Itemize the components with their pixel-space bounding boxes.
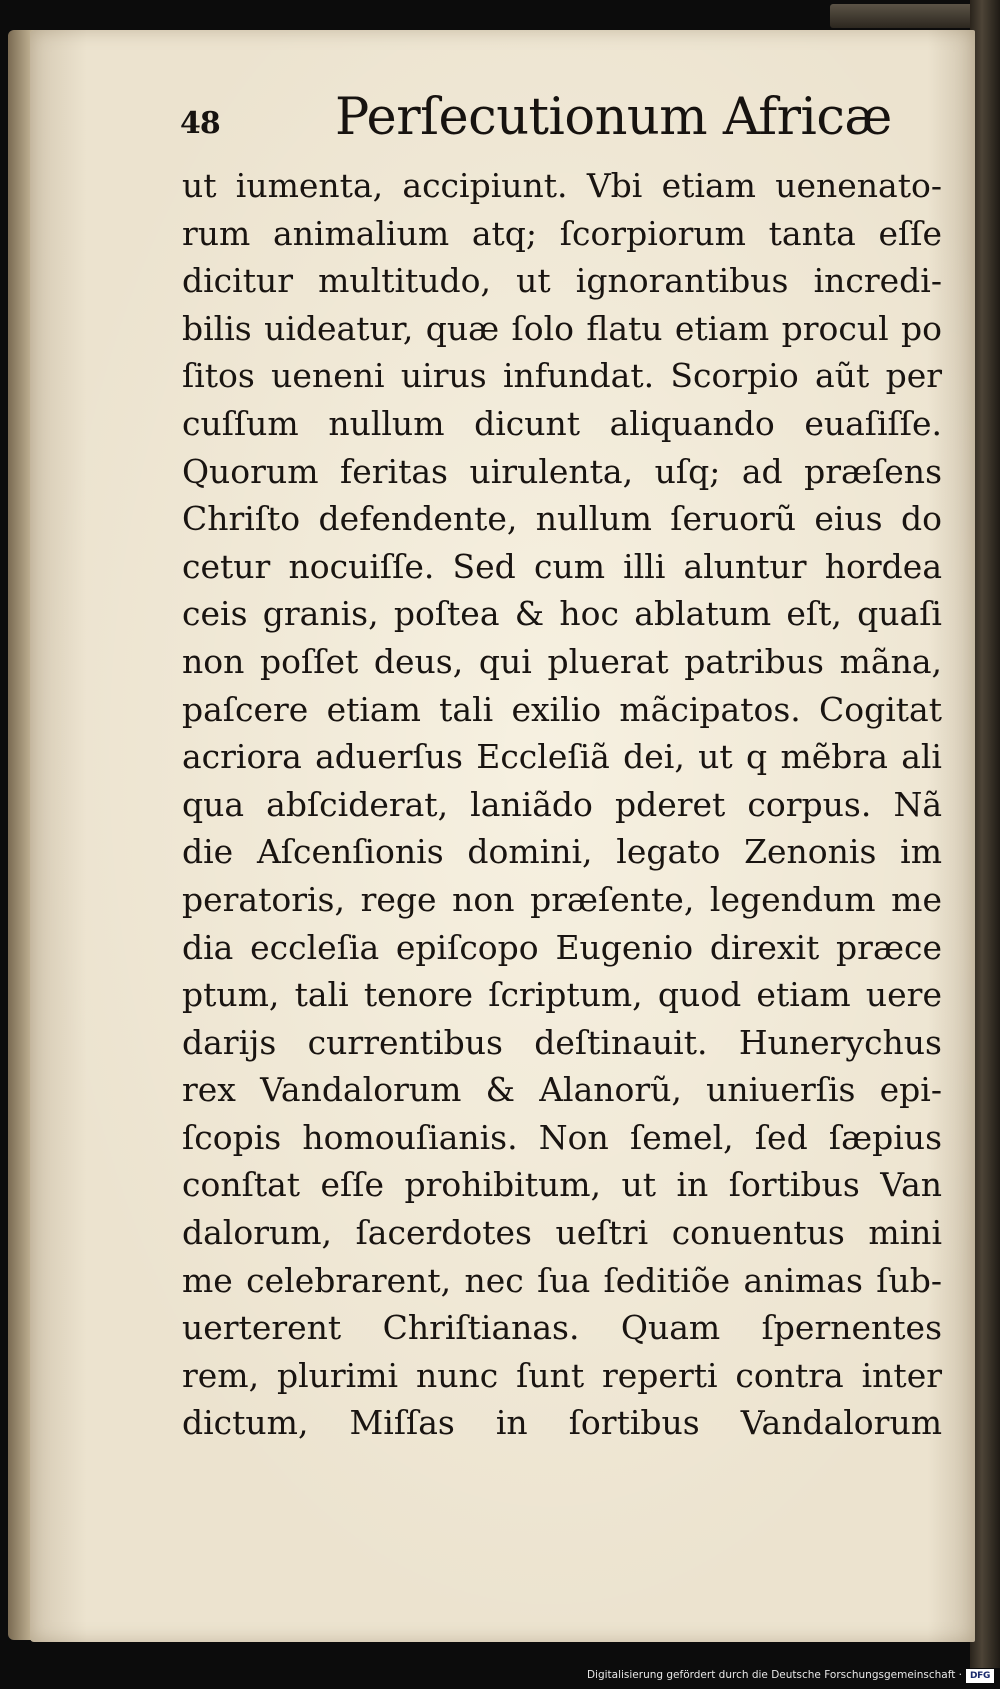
digitization-credit: Digitalisierung gefördert durch die Deutsche Forschungsgemeinschaft ·	[586, 1669, 962, 1681]
text-line: die Aſcenſionis domini, legato Zenonis im	[182, 832, 942, 872]
text-line: acriora aduerſus Eccleſiã dei, ut q mẽbra ali	[182, 737, 942, 777]
text-line: rum animalium atq; ſcorpiorum tanta eſſe	[182, 213, 942, 253]
text-line: ceis granis, poſtea & hoc ablatum eſt, quaſi	[182, 594, 942, 634]
dfg-logo: DFG	[966, 1669, 994, 1683]
text-line: dicitur multitudo, ut ignorantibus incredi-	[182, 261, 942, 301]
text-line: ſitos ueneni uirus infundat. Scorpio aũt per	[182, 356, 942, 396]
text-line: ptum, tali tenore ſcriptum, quod etiam uere	[182, 975, 942, 1015]
text-line: uerterent Chriſtianas. Quam ſpernentes	[182, 1308, 942, 1348]
text-line: conſtat eſſe prohibitum, ut in ſortibus Van	[182, 1165, 942, 1205]
text-line: dia eccleſia epiſcopo Eugenio direxit præce	[182, 927, 942, 967]
text-line: cetur nocuiſſe. Sed cum illi aluntur hordea	[182, 546, 942, 586]
text-line: non poſſet deus, qui pluerat patribus mãna,	[182, 641, 942, 681]
text-line: me celebrarent, nec ſua ſeditiõe animas ſub-	[182, 1260, 942, 1300]
running-head	[180, 88, 892, 158]
text-line: bilis uideatur, quæ ſolo flatu etiam procul po	[182, 308, 942, 348]
text-line: ut iumenta, accipiunt. Vbi etiam uenenato-	[182, 166, 942, 205]
text-line: darijs currentibus deſtinauit. Hunerychus	[182, 1022, 942, 1062]
page-heading: Perſecutionum Africæ	[335, 88, 892, 147]
text-line: dictum, Miſſas in ſortibus Vandalorum	[182, 1403, 942, 1443]
text-line: dalorum, ſacerdotes ueſtri conuentus mini	[182, 1213, 942, 1253]
text-line: rem, plurimi nunc ſunt reperti contra inter	[182, 1355, 942, 1395]
text-line: qua abſciderat, laniãdo pderet corpus. Nã	[182, 784, 942, 824]
body-text	[182, 162, 942, 1447]
text-line: Quorum feritas uirulenta, uſq; ad præſens	[182, 451, 942, 491]
text-line: Chriſto defendente, nullum ſeruorũ eius do	[182, 499, 942, 539]
text-line: cuſſum nullum dicunt aliquando euaſiſſe.	[182, 403, 942, 443]
text-line: paſcere etiam tali exilio mãcipatos. Cogitat	[182, 689, 942, 729]
text-line: peratoris, rege non præſente, legendum me	[182, 879, 942, 919]
text-line: ſcopis homouſianis. Non ſemel, ſed ſæpius	[182, 1117, 942, 1157]
page-number: 48	[180, 106, 220, 141]
text-line: rex Vandalorum & Alanorũ, uniuerſis epi-	[182, 1070, 942, 1110]
